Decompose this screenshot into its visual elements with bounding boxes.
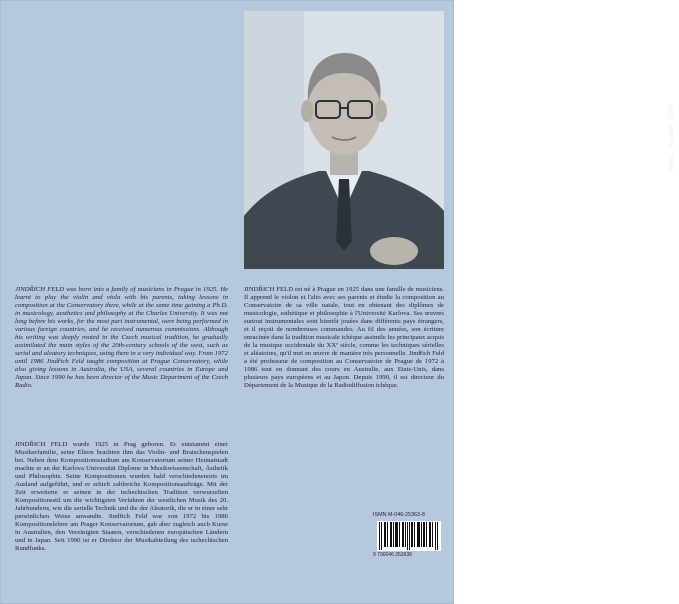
barcode-number: 9 790046 253638 (373, 552, 412, 558)
barcode-bars (377, 521, 441, 551)
composer-portrait-photo (244, 11, 675, 269)
photo-credit-name: František TÓTH (669, 104, 675, 150)
biography-french: JINDŘICH FELD est né à Prague en 1925 dans une famille de musiciens. Il apprend le violon et l'alto avec ses parents et étudie la composition au Conservatoire de sa ville natale, tout en obtenant des diplômes de musicologie, esthétique et philosophie à l'Université Karlova. Ses œuvres surtout instrumentales sont bientôt jouées dans différents pays étrangers, et il reçoit de nombreuses commandes. Au fil des années, son écriture enracinée dans la tradition musicale tchèque assimile les principaux acquis de la musique occidentale du XXᵉ siècle, comme les techniques sérielles et aléatoires, qu'il met en œuvre de manière très personnelle. Jindřich Feld a été professeur de composition au Conservatoire de Prague de 1972 à 1986 tout en donnant des cours en Australie, aux Etats-Unis, dans plusieurs pays européens et au Japon. Depuis 1990, il est directeur du Département de la Musique de la Radiodiffusion tchèque. (244, 285, 444, 390)
photo-credit (669, 61, 679, 171)
biography-german: JINDŘICH FELD wurde 1925 in Prag geboren. Er entstammt einer Musikerfamilie, seine Eltern brachten ihm das Violin- und Bratschenspielen bei. Neben dem Kompositionsstudium am Konservatorium seiner Heimatstadt machte er an der Karlova Universität Diplome in Musikwissenschaft, Ästhetik und Philosophie. Seine Kompositionen wurden bald verschiedenenorts im Ausland aufgeführt, und er erhielt zahlreiche Kompositionsaufträge. Mit der Zeit erweiterte er seinen in der tschechischen Tradition verwurzelten Kompositionsstil um die wichtigsten Verfahren der westlichen Musik des 20. Jahrhunderts, wie die serielle Technik und die der Aleatorik, die er in einer sehr persönlichen Weise anwandte. Jindřich Feld war von 1972 bis 1986 Kompositionslehrer am Prager Konservatorium, gab aber zugleich auch Kurse in Australien, den Vereinigten Staaten, verschiedenen europäischen Ländern und in Japan. Seit 1990 ist er Direktor der Musikabteilung des tschechischen Rundfunks. (15, 440, 228, 553)
barcode (373, 521, 445, 561)
photo-credit-prefix: Photo: (669, 152, 675, 171)
ismn-number: ISMN M-046-25363-8 (373, 512, 425, 518)
biography-english: JINDŘICH FELD was born into a family of musicians in Prague in 1925. He learnt to play the violin and viola with his parents, taking lessons in composition at the Conservatory there, while at the same time gaining a Ph.D. in musicology, aesthetics and philosophy at the Charles University. It was not long before his works, for the most part instrumental, were being performed in various foreign countries, and he received numerous commissions. Although his writing was deeply rooted in the Czech musical tradition, he gradually assimilated the main styles of the 20th-century schools of the west, such as serial and aleatory techniques, using them in a very individual way. From 1972 until 1986 Jindřich Feld taught composition at Prague Conservatory, while also giving lessons in Australia, the USA, several countries in Europe and Japan. Since 1990 he has been director of the Music Department of the Czech Radio. (15, 285, 228, 390)
portrait-illustration (244, 11, 444, 269)
